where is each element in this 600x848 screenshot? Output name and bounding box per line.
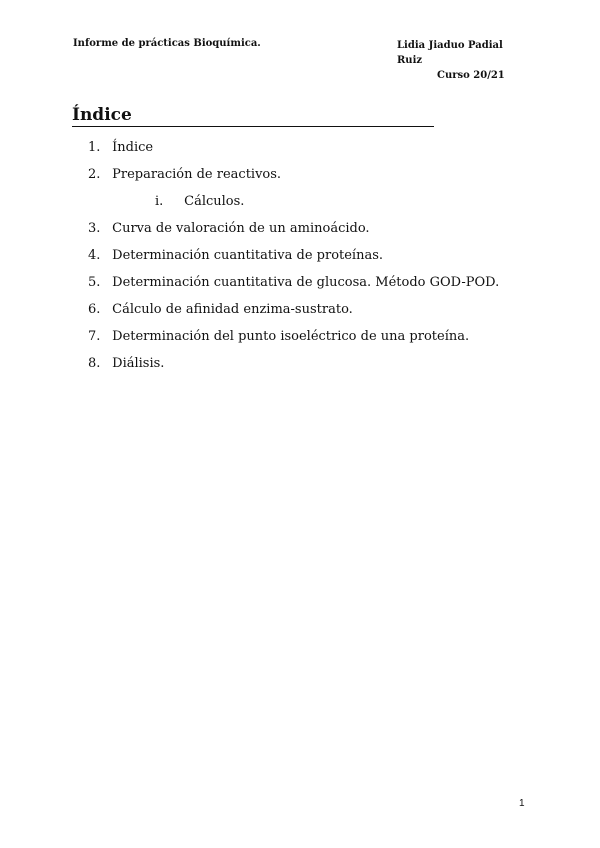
toc-item-label: Determinación cuantitativa de proteínas. <box>112 248 384 263</box>
toc-item <box>88 354 499 381</box>
toc-item-number: 2. <box>88 167 101 182</box>
table-of-contents <box>88 138 499 381</box>
toc-item-number: 7. <box>88 329 101 344</box>
toc-item-label: Diálisis. <box>112 356 165 371</box>
toc-item-number: 1. <box>88 140 101 155</box>
toc-item <box>88 219 499 246</box>
toc-item <box>88 138 499 165</box>
toc-item-label: Determinación cuantitativa de glucosa. Método GOD-POD. <box>112 275 500 290</box>
header-document-title: Informe de prácticas Bioquímica. <box>73 38 261 49</box>
toc-item-label: Preparación de reactivos. <box>112 167 282 182</box>
toc-item <box>88 246 499 273</box>
toc-item-label: Índice <box>112 140 154 155</box>
toc-item <box>88 165 499 192</box>
toc-item-label: Cálculo de afinidad enzima-sustrato. <box>112 302 353 317</box>
page-title: Índice <box>72 104 434 127</box>
toc-item <box>88 327 499 354</box>
toc-item-label: Determinación del punto isoeléctrico de una proteína. <box>112 329 470 344</box>
header-author-block <box>397 38 527 83</box>
toc-item-number: 5. <box>88 275 101 290</box>
toc-item <box>88 273 499 300</box>
toc-item <box>88 300 499 327</box>
toc-item-number: 8. <box>88 356 101 371</box>
toc-item-number: 6. <box>88 302 101 317</box>
toc-item-label: Curva de valoración de un aminoácido. <box>112 221 370 236</box>
toc-item-label: Cálculos. <box>184 194 245 209</box>
header-course: Curso 20/21 <box>437 70 505 81</box>
toc-item-number: 4. <box>88 248 101 263</box>
toc-item-number: i. <box>155 194 164 209</box>
toc-item-number: 3. <box>88 221 101 236</box>
page-number: 1 <box>519 798 525 809</box>
toc-subitem <box>88 192 499 219</box>
header-author: Lidia Jiaduo Padial Ruiz <box>397 40 503 66</box>
